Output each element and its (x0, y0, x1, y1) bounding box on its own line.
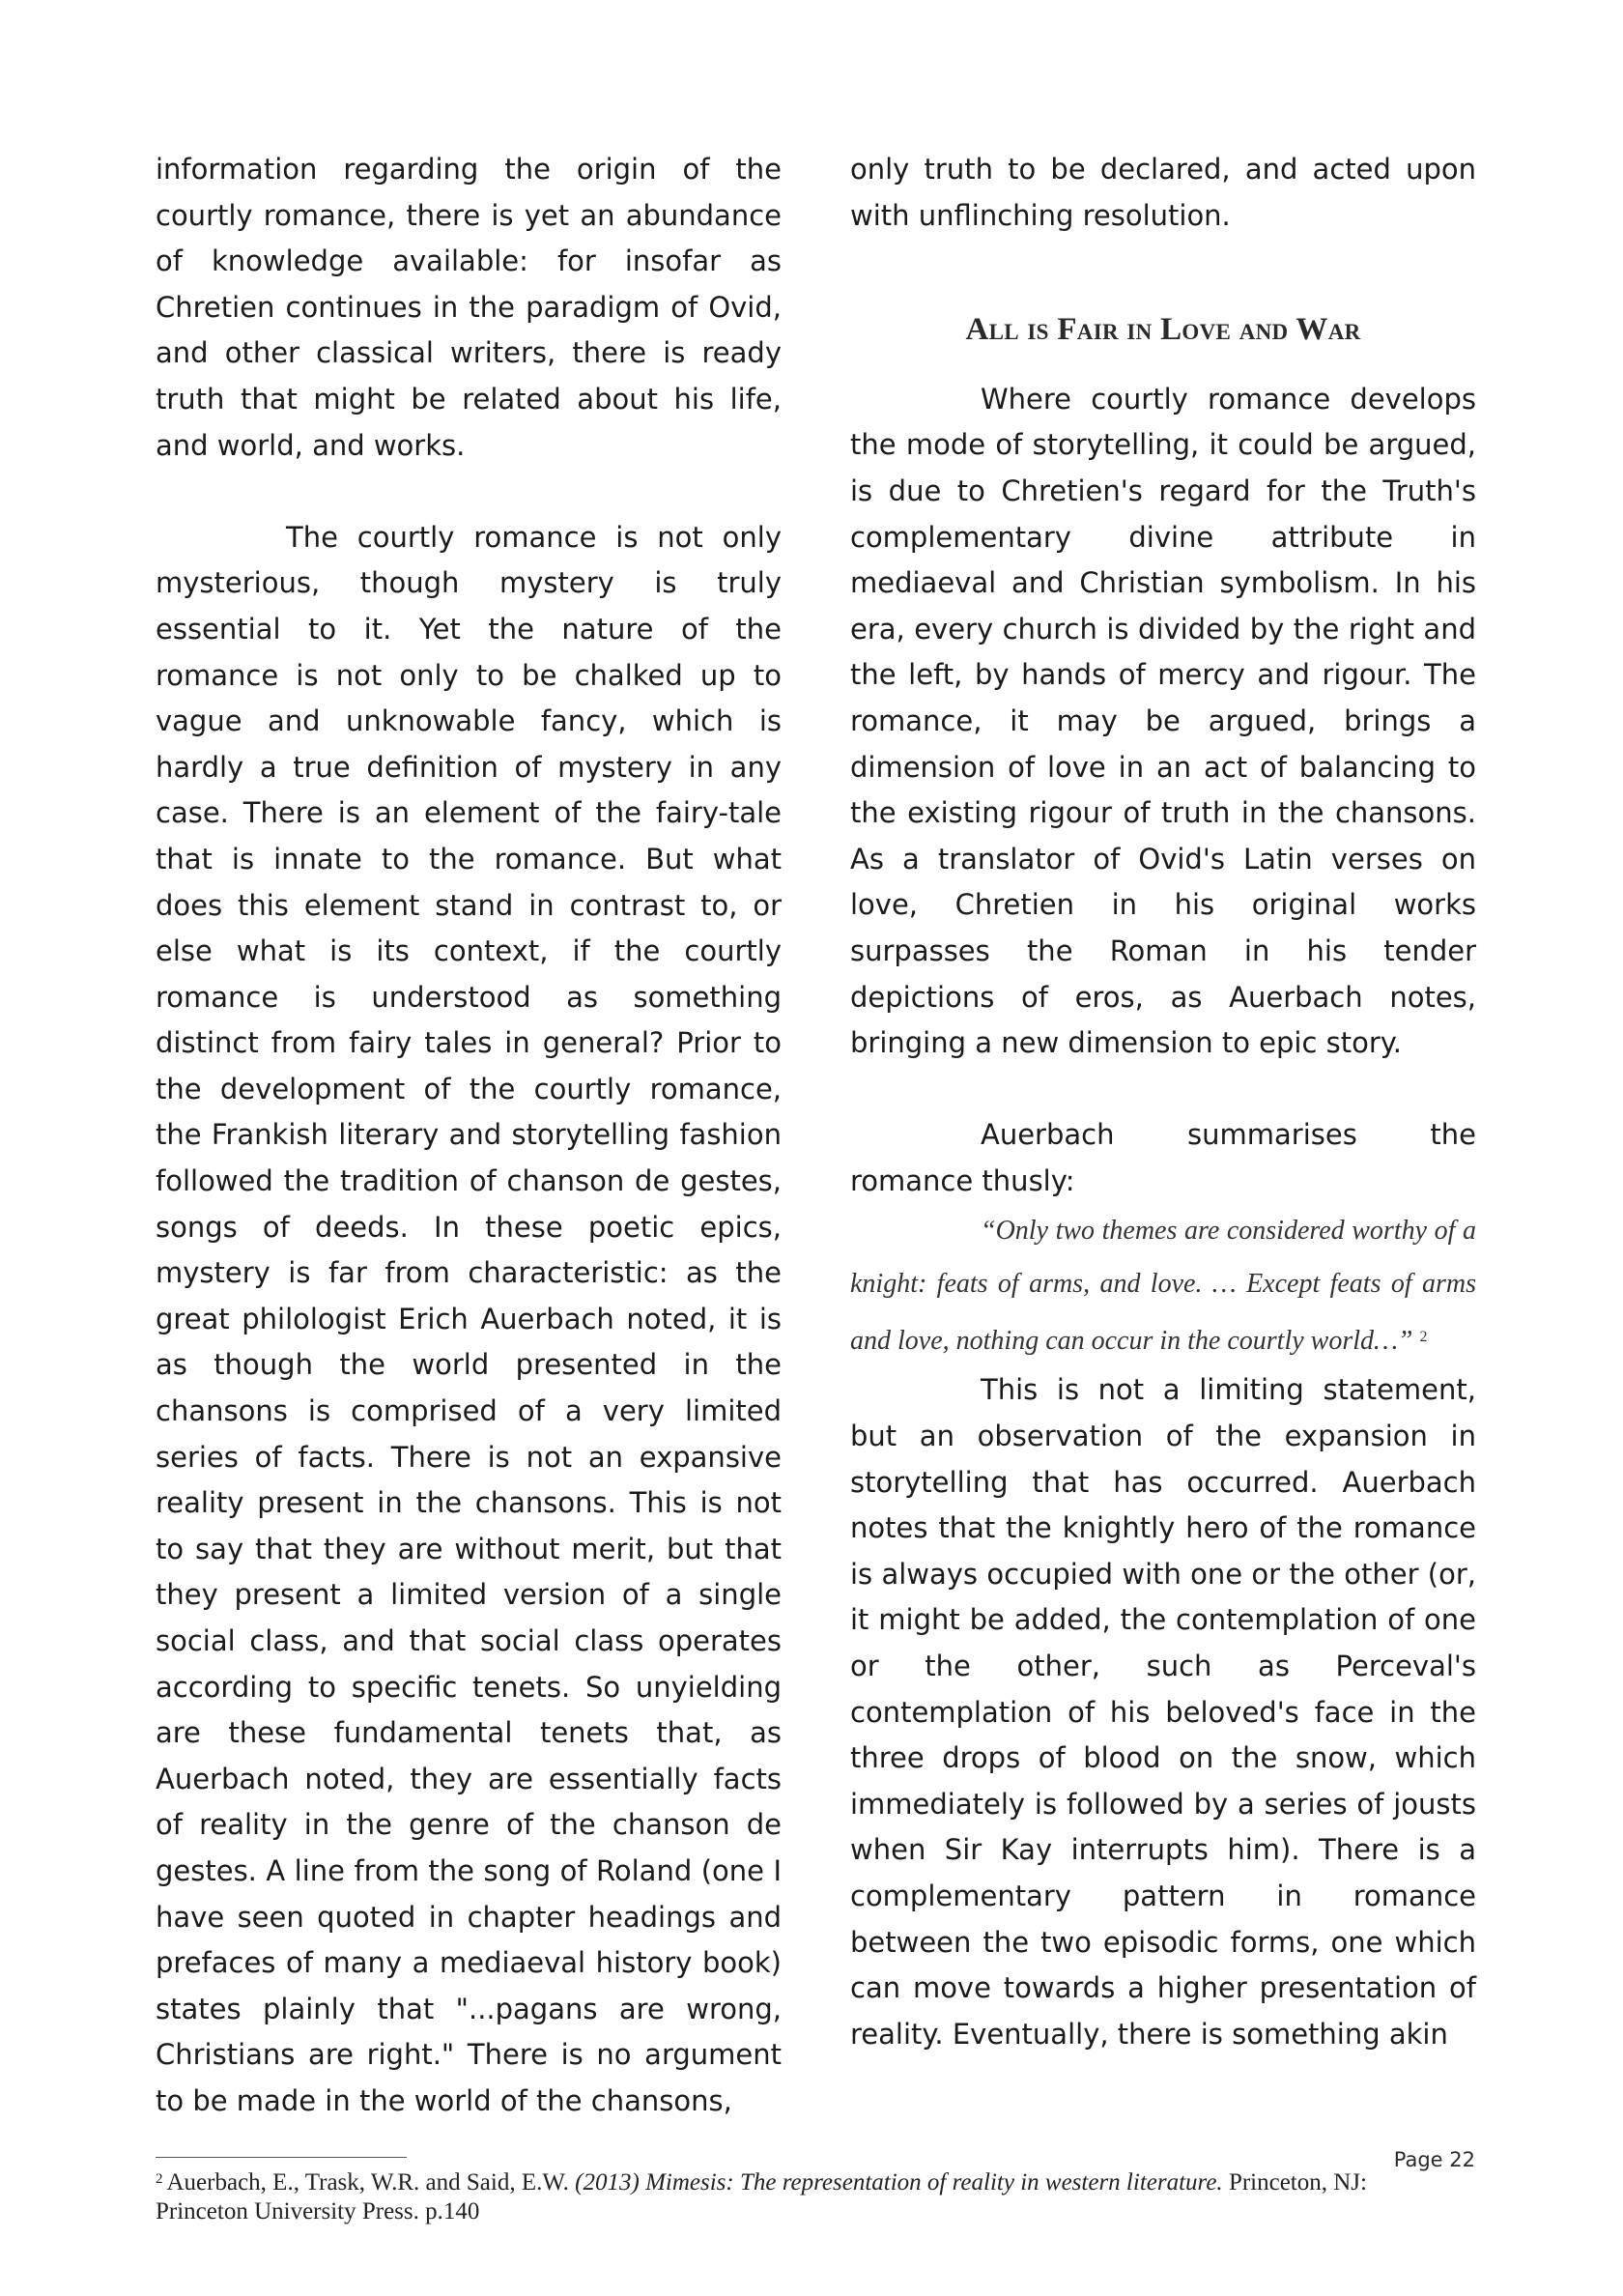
section-heading-block (850, 307, 1476, 354)
section-heading: All is Fair in Love and War (965, 312, 1361, 348)
right-column (850, 147, 1476, 2057)
footnote-ref-marker: 2 (1419, 1329, 1428, 1346)
left-column (156, 147, 782, 2125)
footnote-number: 2 (156, 2171, 163, 2187)
quote-text: “Only two themes are considered worthy of a knight: feats of arms, and love. … Except feats of arms and love, nothing can occur in the courtly world…” (850, 1216, 1476, 1357)
footnote-divider (156, 2157, 407, 2158)
paragraph-right-1: only truth to be declared, and acted upon with unflinching resolution. (850, 153, 1476, 232)
footnote-publisher: Princeton, NJ: Princeton University Press. p.140 (156, 2169, 1367, 2224)
block-quote (850, 1204, 1476, 1367)
page-number: Page 22 (1393, 2148, 1475, 2171)
paragraph-right-3: Auerbach summarises the romance thusly: (850, 1118, 1476, 1197)
footnote-authors: Auerbach, E., Trask, W.R. and Said, E.W. (166, 2169, 569, 2196)
paragraph-right-4: This is not a limiting statement, but an observation of the expansion in storytelling that has occurred. Auerbach notes that the knightly hero of the romance is always occupied with one or the other (or, it might be added, the contemplation of one or the other, such as Perceval's contemplation of his beloved's face in the three drops of blood on the snow, which immediately is followed by a series of jousts when Sir Kay interrupts him). There is a complementary pattern in romance between the two episodic forms, one which can move towards a higher presentation of reality. Eventually, there is something akin (850, 1373, 1476, 2051)
paragraph-left-1: information regarding the origin of the courtly romance, there is yet an abundance of knowledge available: for insofar as Chretien continues in the paradigm of Ovid, and other classical writers, there is ready truth that might be related about his life, and world, and works. (156, 153, 782, 462)
paragraph-right-2: Where courtly romance develops the mode of storytelling, it could be argued, is due to Chretien's regard for the Truth's complementary divine attribute in mediaeval and Christian symbolism. In his era, every church is divided by the right and the left, by hands of mercy and rigour. The romance, it may be argued, brings a dimension of love in an act of balancing to the existing rigour of truth in the chansons. As a translator of Ovid's Latin verses on love, Chretien in his original works surpasses the Roman in his tender depictions of eros, as Auerbach notes, bringing a new dimension to epic story. (850, 382, 1476, 1060)
paragraph-left-2: The courtly romance is not only mysterious, though mystery is truly essential to it. Yet the nature of the romance is not only to be chalked up to vague and unknowable fancy, which is hardly a true definition of mystery in any case. There is an element of the fairy-tale that is innate to the romance. But what does this element stand in contrast to, or else what is its context, if the courtly romance is understood as something distinct from fairy tales in general? Prior to the development of the courtly romance, the Frankish literary and storytelling fashion followed the tradition of chanson de gestes, songs of deeds. In these poetic epics, mystery is far from characteristic: as the great philologist Erich Auerbach noted, it is as though the world presented in the chansons is comprised of a very limited series of facts. There is not an expansive reality present in the chansons. This is not to say that they are without merit, but that they present a limited version of a single social class, and that social class operates according to specific tenets. So unyielding are these fundamental tenets that, as Auerbach noted, they are essentially facts of reality in the genre of the chanson de gestes. A line from the song of Roland (one I have seen quoted in chapter headings and prefaces of many a mediaeval history book) states plainly that "...pagans are wrong, Christians are right." There is no argument to be made in the world of the chansons, (156, 520, 782, 2117)
footnote-title: (2013) Mimesis: The representation of reality in western literature. (575, 2169, 1223, 2196)
footnote (156, 2165, 1411, 2226)
